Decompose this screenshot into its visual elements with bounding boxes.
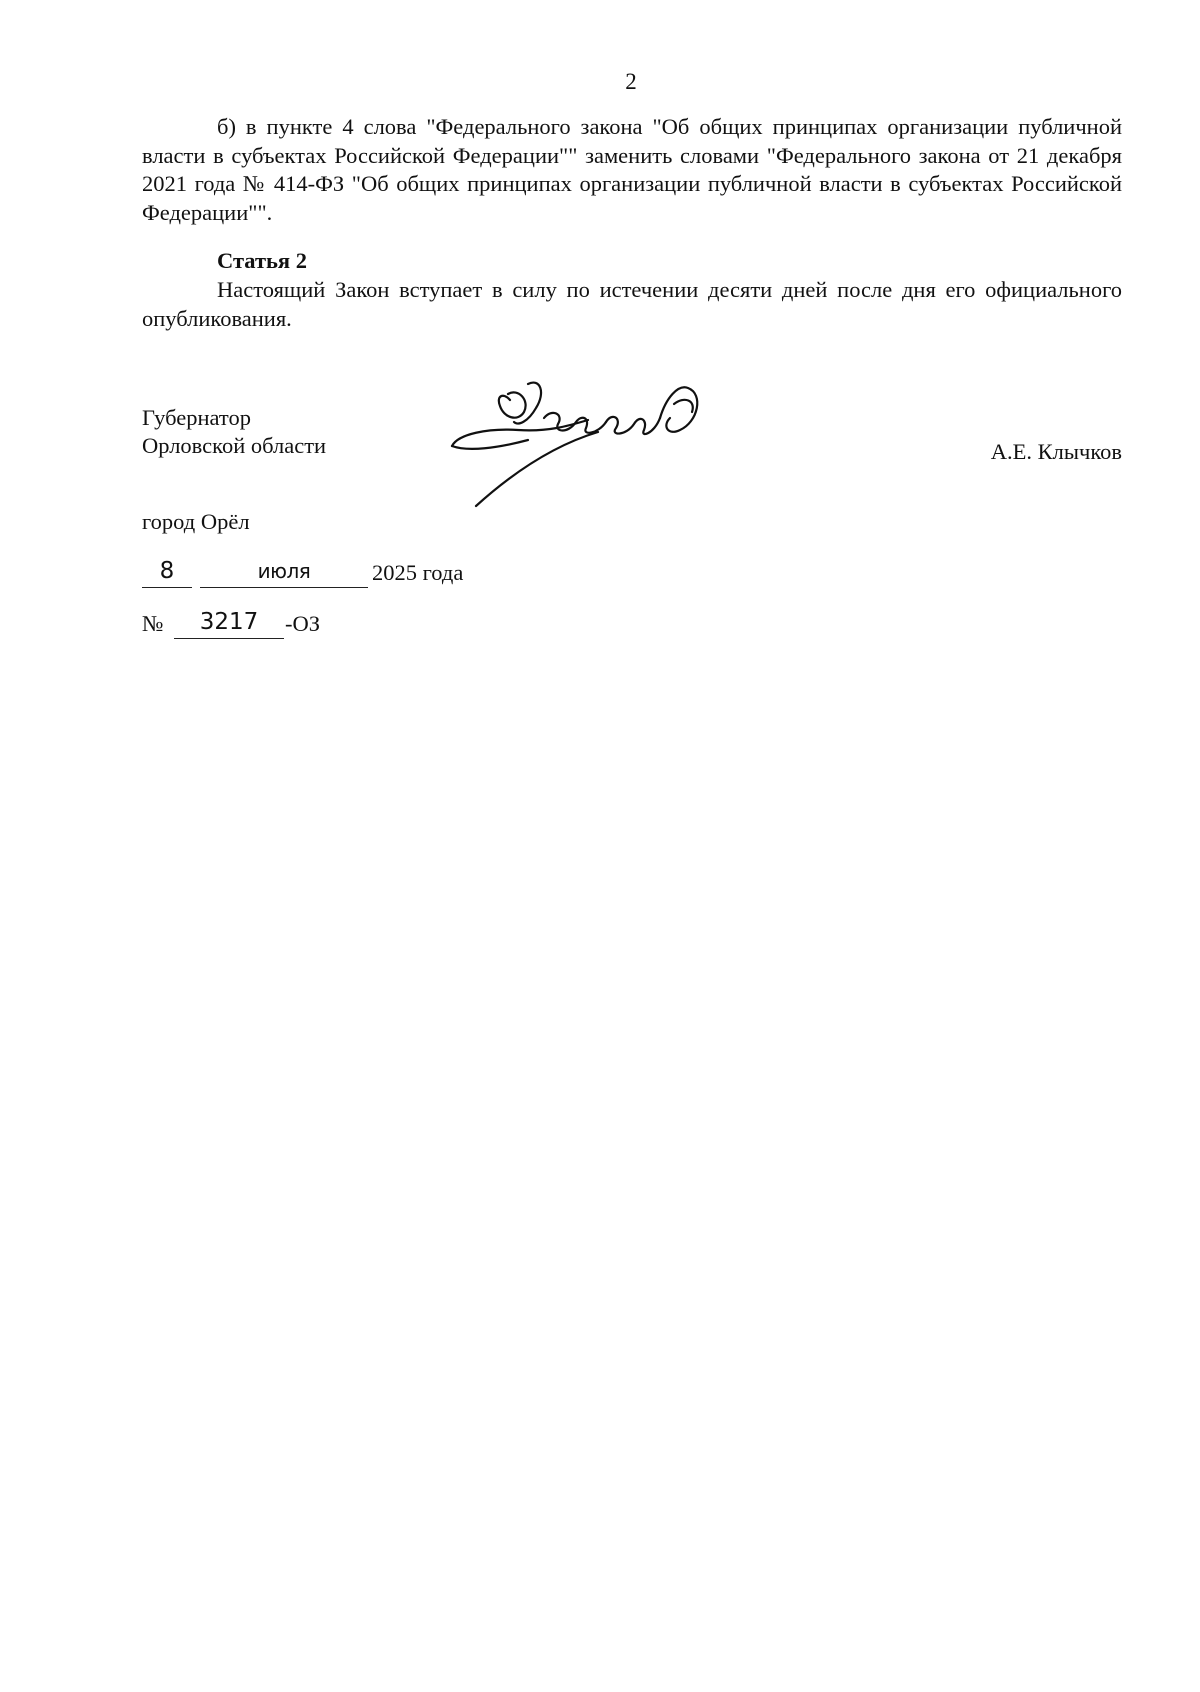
- law-number-suffix: -ОЗ: [285, 611, 321, 636]
- paragraph-b: б) в пункте 4 слова "Федерального закона "Об общих принципах организации публичной власти в субъектах Российской Федерации"" заменить словами "Федерального закона от 21 декабря 2021 года № 414-ФЗ "Об общих принципах организации публичной власти в субъектах Российской Федерации"".: [142, 114, 1122, 225]
- law-number-line: [142, 610, 442, 640]
- number-sign: №: [142, 611, 164, 636]
- signer-region: Орловской области: [142, 433, 327, 458]
- date-year: 2025 года: [372, 560, 464, 585]
- date-month: июля: [200, 559, 368, 588]
- page-number: 2: [625, 69, 637, 94]
- law-number: 3217: [174, 610, 284, 639]
- article-text: Настоящий Закон вступает в силу по истечении десяти дней после дня его официального опубликования.: [142, 277, 1122, 331]
- signer-name: А.Е. Клычков: [990, 439, 1122, 464]
- signer-title: Губернатор: [142, 405, 251, 430]
- city: город Орёл: [142, 509, 250, 534]
- date-day: 8: [142, 559, 192, 588]
- article-heading: Статья 2: [217, 248, 307, 273]
- date-line: [142, 559, 542, 589]
- handwritten-signature: [448, 378, 718, 508]
